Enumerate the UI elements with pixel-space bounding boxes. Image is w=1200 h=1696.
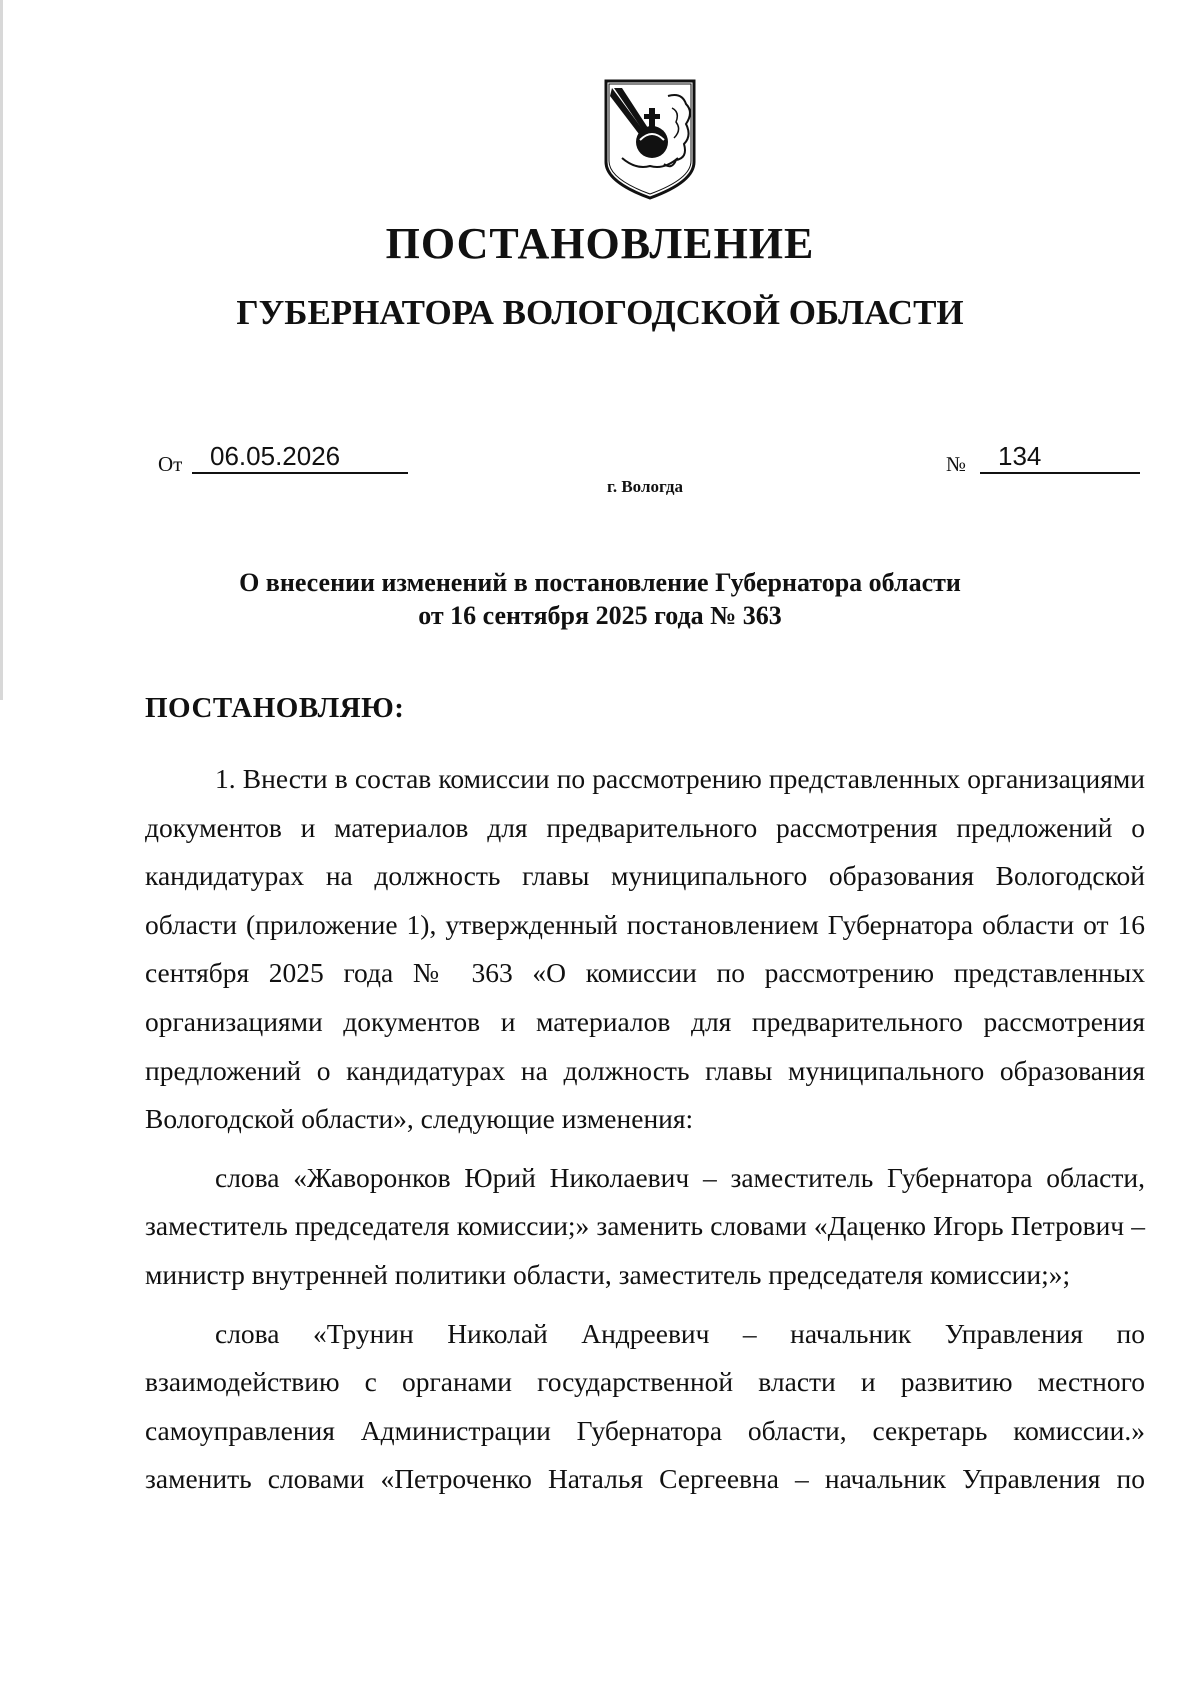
paragraph-2: слова «Жаворонков Юрий Николаевич – заместитель Губернатора области, заместитель председателя комиссии;» заменить словами «Даценко Игорь Петрович – министр внутренней политики области, заместитель председателя комиссии;»; [145,1161,1145,1290]
coat-of-arms-icon [602,78,698,200]
document-date: 06.05.2026 [192,440,408,474]
paragraph-3: слова «Трунин Николай Андреевич – начальник Управления по взаимодействию с органами государственной власти и развитию местного самоуправления Администрации Губернатора области, секретарь комиссии.» заменить словами «Петроченко Наталья Сергеевна – начальник Управления по [145,1317,1145,1495]
subject-line-2: от 16 сентября 2025 года № 363 [418,601,782,630]
document-number: 134 [980,440,1140,474]
date-label: От [158,452,183,476]
document-subject [0,566,1200,632]
document-body [145,755,1145,1504]
document-title: ПОСТАНОВЛЕНИЕ [385,219,815,268]
decree-heading: ПОСТАНОВЛЯЮ: [145,692,405,724]
document-subtitle: ГУБЕРНАТОРА ВОЛОГОДСКОЙ ОБЛАСТИ [236,293,964,332]
subject-line-1: О внесении изменений в постановление Губернатора области [239,568,961,597]
paragraph-1: 1. Внести в состав комиссии по рассмотрению представленных организациями документов и материалов для предварительного рассмотрения предложений о кандидатурах на должность главы муниципального образования Вологодской области (приложение 1), утвержденный постановлением Губернатора области от 16 сентября 2025 года № 363 «О комиссии по рассмотрению представленных организациями документов и материалов для предварительного рассмотрения предложений о кандидатурах на должность главы муниципального образования Вологодской области», следующие изменения: [145,763,1145,1135]
number-label: № [946,452,967,476]
city: г. Вологда [607,477,683,496]
